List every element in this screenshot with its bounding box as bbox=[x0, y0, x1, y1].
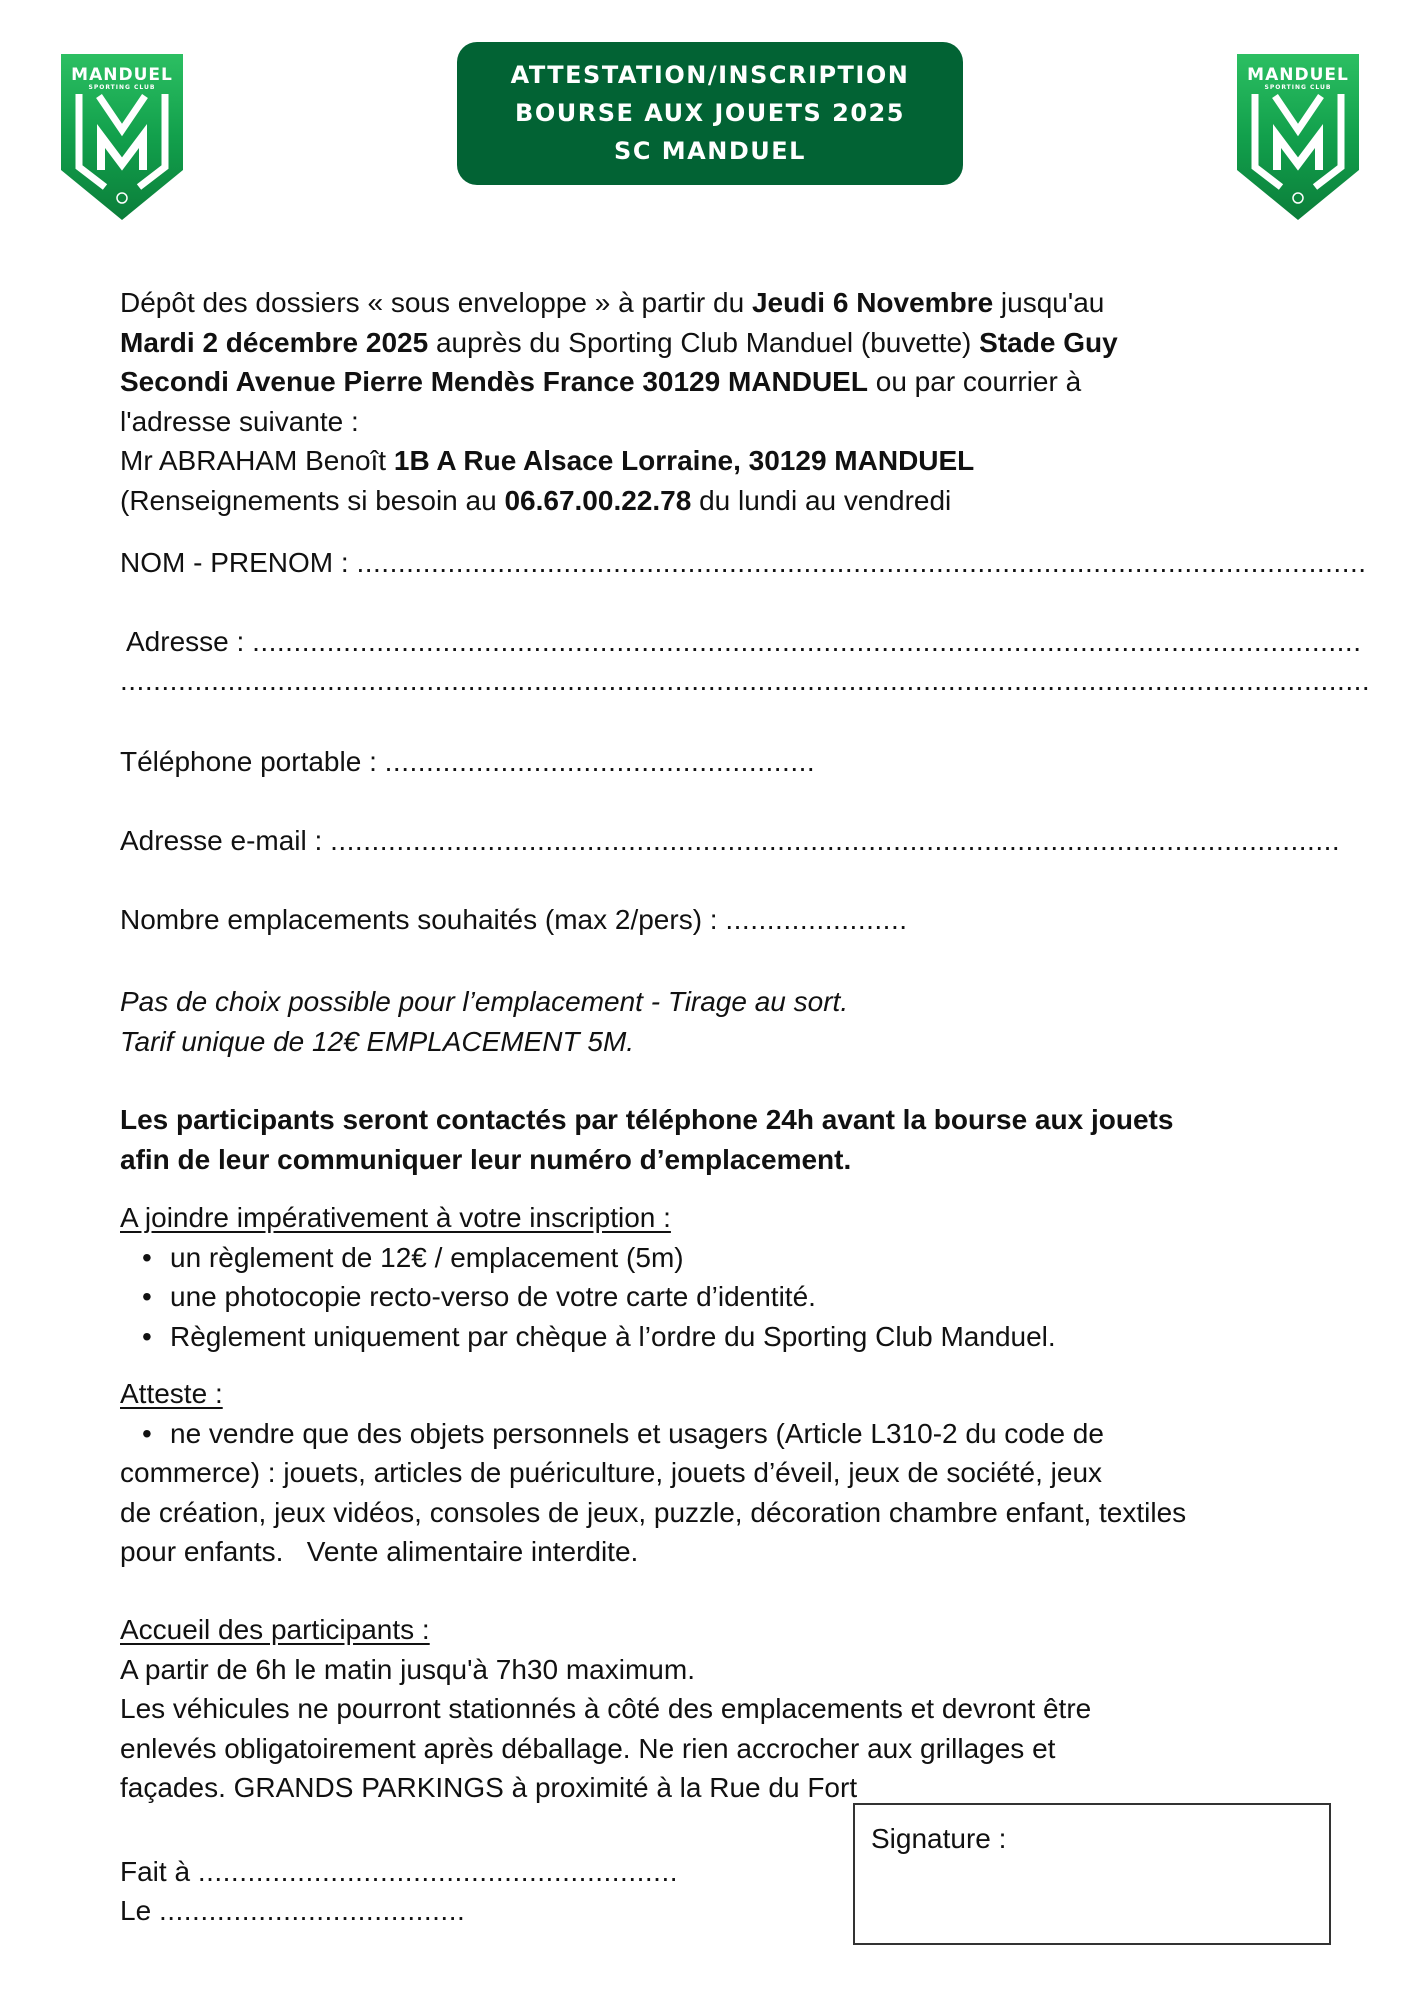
svg-text:SPORTING CLUB: SPORTING CLUB bbox=[1264, 84, 1332, 91]
fill-in-line[interactable]: ...................................................................................................................................... bbox=[252, 626, 1362, 657]
attestation-text: de création, jeux vidéos, consoles de jeux, puzzle, décoration chambre enfant, textiles bbox=[120, 1496, 1187, 1528]
title-line-3: SC MANDUEL bbox=[614, 137, 806, 165]
contact-notice bbox=[120, 1100, 1320, 1179]
intro-text: du lundi au vendredi bbox=[691, 484, 952, 516]
list-item: • un règlement de 12€ / emplacement (5m) bbox=[170, 1238, 1320, 1278]
fill-in-line[interactable]: .................................................... bbox=[384, 746, 816, 777]
intro-text: ou par courrier à bbox=[867, 366, 1082, 397]
mail-address: 1B A Rue Alsace Lorraine, 30129 MANDUEL bbox=[393, 445, 975, 476]
svg-text:MANDUEL: MANDUEL bbox=[1247, 65, 1349, 85]
welcome-section bbox=[120, 1610, 1320, 1808]
shield-icon bbox=[1233, 52, 1363, 222]
end-date: Mardi 2 décembre 2025 bbox=[120, 326, 429, 358]
note-line: Pas de choix possible pour l’emplacement - Tirage au sort. bbox=[120, 986, 849, 1017]
field-label: NOM - PRENOM : bbox=[120, 547, 357, 578]
welcome-text: enlevés obligatoirement après déballage. Ne rien accrocher aux grillages et bbox=[120, 1732, 1056, 1764]
attestation-text: commerce) : jouets, articles de puériculture, jouets d’éveil, jeux de société, jeux bbox=[120, 1457, 1103, 1488]
list-item: • une photocopie recto-verso de votre carte d’identité. bbox=[170, 1277, 1320, 1317]
title-line-2: BOURSE AUX JOUETS 2025 bbox=[515, 99, 905, 127]
section-heading: Accueil des participants : bbox=[120, 1614, 430, 1645]
welcome-text: A partir de 6h le matin jusqu'à 7h30 maximum. bbox=[120, 1653, 695, 1685]
fill-in-line[interactable]: .......................................................... bbox=[197, 1856, 679, 1887]
field-adresse-line-2[interactable] bbox=[120, 665, 1370, 697]
field-label: Fait à bbox=[120, 1856, 198, 1887]
fill-in-line[interactable]: ...................... bbox=[725, 904, 908, 935]
section-heading: Atteste : bbox=[120, 1378, 223, 1409]
signature-label: Signature : bbox=[871, 1823, 1007, 1854]
fill-in-line[interactable]: .......................................................................................................................... bbox=[330, 825, 1341, 856]
field-nom-prenom[interactable] bbox=[120, 547, 1367, 579]
field-adresse[interactable] bbox=[126, 626, 1362, 658]
field-fait-a[interactable] bbox=[120, 1856, 678, 1888]
field-telephone[interactable] bbox=[120, 746, 815, 778]
notice-line: Les participants seront contactés par téléphone 24h avant la bourse aux jouets bbox=[120, 1104, 1174, 1135]
signature-box[interactable] bbox=[853, 1803, 1331, 1945]
welcome-text: Les véhicules ne pourront stationnés à côté des emplacements et devront être bbox=[120, 1693, 1092, 1724]
intro-text: Dépôt des dossiers « sous enveloppe » à partir du bbox=[120, 287, 752, 318]
venue-address: Secondi Avenue Pierre Mendès France 30129 MANDUEL bbox=[120, 366, 868, 397]
field-email[interactable] bbox=[120, 825, 1340, 857]
fill-in-line[interactable]: .......................................................................................................................... bbox=[356, 547, 1367, 578]
attestation-section bbox=[120, 1374, 1320, 1572]
documents-to-attach bbox=[120, 1198, 1320, 1356]
field-label: Le bbox=[120, 1895, 159, 1926]
welcome-text: façades. GRANDS PARKINGS à proximité à la Rue du Fort bbox=[120, 1772, 858, 1803]
price-note: Tarif unique de 12€ EMPLACEMENT 5M. bbox=[120, 1025, 635, 1057]
list-item: • Règlement uniquement par chèque à l’ordre du Sporting Club Manduel. bbox=[170, 1317, 1320, 1357]
title-line-1: ATTESTATION/INSCRIPTION bbox=[510, 61, 910, 89]
section-heading: A joindre impérativement à votre inscription : bbox=[120, 1202, 671, 1233]
svg-text:SPORTING CLUB: SPORTING CLUB bbox=[88, 84, 156, 91]
svg-text:MANDUEL: MANDUEL bbox=[71, 65, 173, 85]
field-label: Adresse : bbox=[126, 626, 253, 657]
club-logo-left bbox=[57, 52, 187, 222]
venue-name: Stade Guy bbox=[979, 326, 1118, 358]
placement-notes bbox=[120, 982, 1320, 1061]
field-label: Nombre emplacements souhaités (max 2/pers) : bbox=[120, 904, 726, 935]
field-nombre-emplacements[interactable] bbox=[120, 904, 908, 936]
start-date: Jeudi 6 Novembre bbox=[751, 287, 994, 318]
contact-phone: 06.67.00.22.78 bbox=[504, 484, 692, 516]
fill-in-line[interactable]: ..................................... bbox=[158, 1895, 466, 1926]
attestation-text: pour enfants. Vente alimentaire interdite. bbox=[120, 1536, 639, 1567]
contact-name: Mr ABRAHAM Benoît bbox=[120, 445, 394, 476]
intro-text: auprès du Sporting Club Manduel (buvette) bbox=[428, 326, 980, 358]
intro-text: jusqu'au bbox=[993, 287, 1105, 318]
list-item: • ne vendre que des objets personnels et usagers (Article L310-2 du code de bbox=[170, 1414, 1320, 1454]
notice-line: afin de leur communiquer leur numéro d’emplacement. bbox=[120, 1143, 852, 1175]
field-date[interactable] bbox=[120, 1895, 465, 1927]
shield-icon bbox=[57, 52, 187, 222]
intro-text: l'adresse suivante : bbox=[120, 405, 359, 437]
fill-in-line[interactable]: ....................................................................................................................................................... bbox=[120, 665, 1371, 696]
document-title-banner bbox=[457, 42, 963, 185]
intro-text: (Renseignements si besoin au bbox=[120, 484, 505, 516]
intro-paragraph bbox=[120, 283, 1320, 520]
club-logo-right bbox=[1233, 52, 1363, 222]
field-label: Adresse e-mail : bbox=[120, 825, 331, 856]
field-label: Téléphone portable : bbox=[120, 746, 385, 777]
